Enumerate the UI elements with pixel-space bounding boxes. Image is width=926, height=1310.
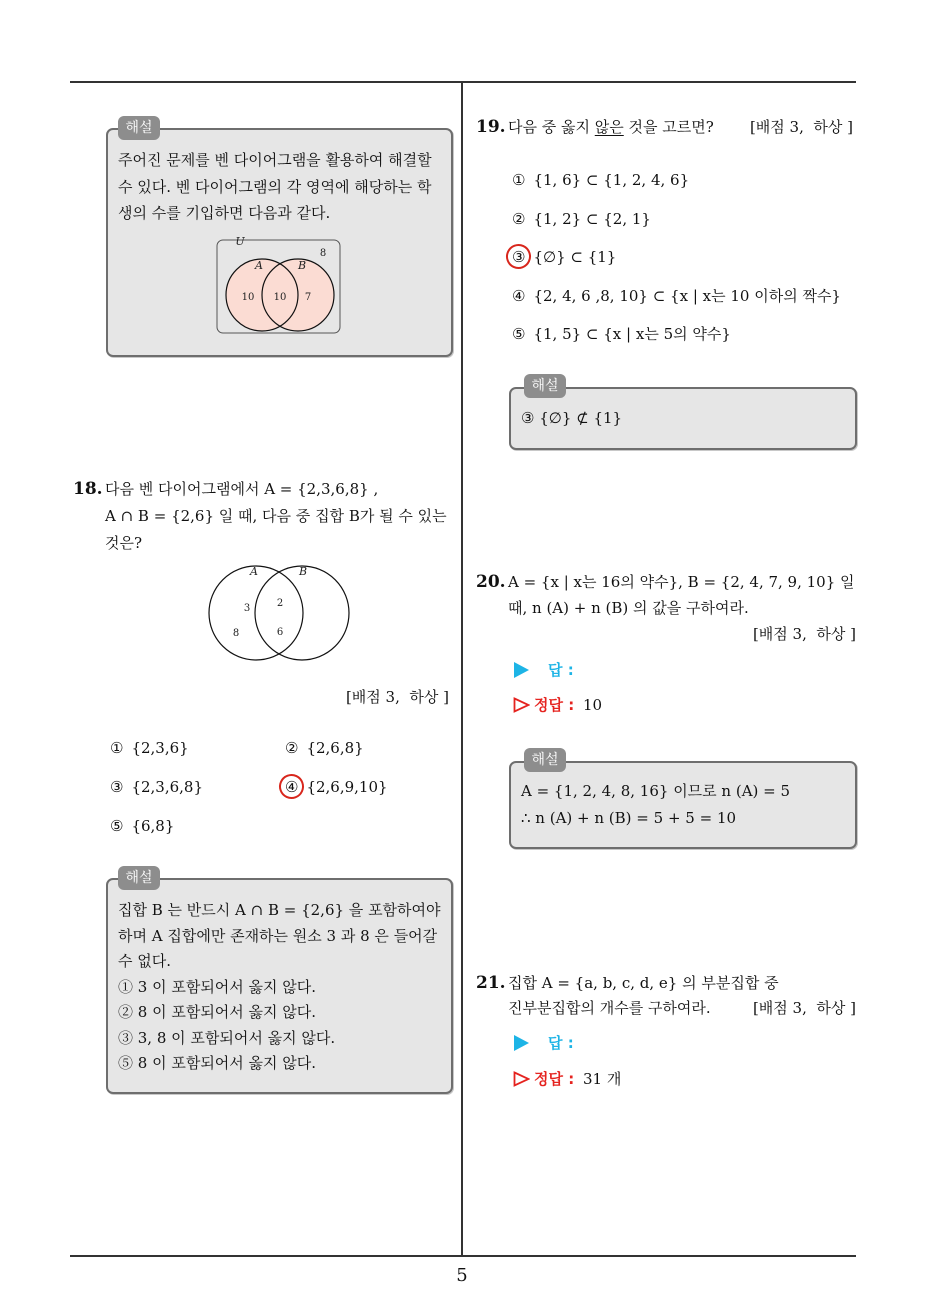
set-b-label: B (298, 565, 308, 578)
explanation-line: 집합 B 는 반드시 A ∩ B = {2,6} 을 포함하여야 (118, 901, 441, 919)
explanation-tab: 해설 (524, 748, 566, 772)
correct-answer-value: 31 개 (583, 1070, 622, 1088)
play-triangle-icon (514, 662, 529, 678)
choice-number: ② (512, 210, 526, 228)
explanation-line: 하며 A 집합에만 존재하는 원소 3 과 8 은 들어갈 (118, 926, 438, 945)
explanation-line: 생의 수를 기입하면 다음과 같다. (118, 204, 331, 222)
choice-text: {1, 2} ⊂ {2, 1} (533, 210, 651, 228)
points-label: [배점 3, 하상 ] (752, 999, 856, 1017)
choice-text: {2, 4, 6 ,8, 10} ⊂ {x | x는 10 이하의 짝수} (533, 287, 841, 305)
question-number: 21. (476, 973, 506, 993)
intersection-element: 2 (276, 598, 284, 609)
correct-answer-value: 10 (583, 696, 603, 714)
question-number: 20. (476, 572, 506, 592)
choice-number: ⑤ (110, 817, 124, 835)
correct-answer-label: 정답 : (534, 1070, 575, 1088)
question-number: 19. (476, 117, 506, 137)
points-label: [배점 3, 하상 ] (749, 118, 853, 136)
stem-line: A ∩ B = {2,6} 일 때, 다음 중 집합 B가 될 수 있는 (105, 506, 447, 525)
explanation-text (118, 147, 432, 227)
answer-label: 답 : (548, 661, 574, 679)
stem-text: 것을 고르면? (623, 118, 714, 136)
choice-number: ③ (512, 248, 526, 266)
explanation-tab: 해설 (118, 116, 160, 140)
choice-number: ④ (285, 778, 299, 796)
question-stem (508, 971, 779, 1021)
explanation-line: ③ 3, 8 이 포함되어서 옳지 않다. (118, 1028, 336, 1047)
choice-text: {1, 6} ⊂ {1, 2, 4, 6} (533, 171, 690, 189)
explanation-line: 주어진 문제를 벤 다이어그램을 활용하여 해결할 (118, 151, 432, 169)
page-number: 5 (456, 1265, 468, 1286)
set-a-label: A (250, 565, 258, 578)
points-label: [배점 3, 하상 ] (752, 625, 856, 643)
choice-option (512, 286, 841, 306)
choice-text: {2,6,8} (306, 739, 364, 757)
stem-emphasis: 않은 (594, 118, 624, 136)
play-triangle-icon (514, 1035, 529, 1051)
choice-number: ① (110, 739, 124, 757)
both-count: 10 (273, 292, 287, 303)
points-label: [배점 3, 하상 ] (345, 688, 449, 706)
explanation-line: 수 있다. 벤 다이어그램의 각 영역에 해당하는 학 (118, 177, 432, 196)
choice-text: {1, 5} ⊂ {x | x는 5의 약수} (533, 325, 731, 343)
explanation-line: ③ {∅} ⊄ {1} (521, 409, 623, 427)
choice-option (285, 777, 388, 797)
choice-number: ③ (110, 778, 124, 796)
explanation-line: ∴ n (A) + n (B) = 5 + 5 = 10 (521, 808, 737, 827)
choice-option (512, 209, 651, 229)
venn-diagram-question (200, 558, 360, 666)
choice-text: {2,6,9,10} (306, 778, 388, 796)
only-b-count: 7 (304, 292, 312, 303)
answer-label: 답 : (548, 1034, 574, 1052)
choice-option (285, 738, 364, 758)
explanation-line: 수 없다. (118, 952, 172, 970)
stem-line: 진부분집합의 개수를 구하여라. (508, 998, 711, 1017)
question-stem (508, 569, 855, 621)
explanation-line: A = {1, 2, 4, 8, 16} 이므로 n (A) = 5 (521, 781, 791, 800)
column-divider (461, 82, 463, 1256)
only-a-count: 10 (241, 292, 255, 303)
outline-triangle-icon (513, 697, 530, 713)
outline-triangle-shape (515, 1073, 529, 1086)
only-a-element: 8 (232, 628, 240, 639)
set-b-circle (255, 566, 349, 660)
stem-line: 때, n (A) + n (B) 의 값을 구하여라. (508, 599, 749, 617)
stem-line: A = {x | x는 16의 약수}, B = {2, 4, 7, 9, 10} 일 (508, 573, 855, 591)
set-a-label: A (255, 259, 263, 272)
explanation-line: ② 8 이 포함되어서 옳지 않다. (118, 1003, 317, 1021)
top-rule (70, 81, 856, 83)
stem-line: 것은? (105, 533, 143, 552)
choice-option (110, 777, 203, 797)
choice-option (110, 816, 174, 836)
only-a-element: 3 (243, 603, 251, 614)
choice-text: {∅} ⊂ {1} (533, 248, 617, 266)
explanation-tab: 해설 (118, 866, 160, 890)
choice-option (512, 170, 689, 190)
choice-text: {2,3,6} (131, 739, 189, 757)
choice-number: ② (285, 739, 299, 757)
explanation-text (521, 778, 790, 832)
explanation-line: ⑤ 8 이 포함되어서 옳지 않다. (118, 1054, 317, 1072)
stem-line: 집합 A = {a, b, c, d, e} 의 부분집합 중 (508, 973, 779, 992)
choice-text: {6,8} (131, 817, 175, 835)
choice-option (512, 324, 731, 344)
venn-diagram-filled (210, 232, 350, 340)
choice-text: {2,3,6,8} (131, 778, 204, 796)
stem-line: 다음 벤 다이어그램에서 A = {2,3,6,8} , (105, 479, 379, 498)
bottom-rule (70, 1255, 856, 1257)
correct-answer-label: 정답 : (534, 696, 575, 714)
choice-number: ① (512, 171, 526, 189)
explanation-text (118, 898, 441, 1077)
stem-text: 다음 중 옳지 (508, 118, 595, 136)
outline-triangle-shape (515, 699, 529, 712)
set-a-circle (209, 566, 303, 660)
choice-number: ④ (512, 287, 526, 305)
set-b-label: B (297, 259, 307, 272)
choice-number: ⑤ (512, 325, 526, 343)
intersection-element: 6 (276, 627, 284, 638)
outline-triangle-icon (513, 1071, 530, 1087)
choice-option (512, 247, 616, 267)
question-stem (508, 117, 714, 137)
question-number: 18. (73, 479, 103, 499)
outside-count: 8 (319, 248, 327, 259)
universe-label: U (235, 235, 245, 248)
explanation-tab: 해설 (524, 374, 566, 398)
question-stem (105, 476, 447, 557)
choice-option (110, 738, 189, 758)
explanation-line: ① 3 이 포함되어서 옳지 않다. (118, 977, 317, 996)
